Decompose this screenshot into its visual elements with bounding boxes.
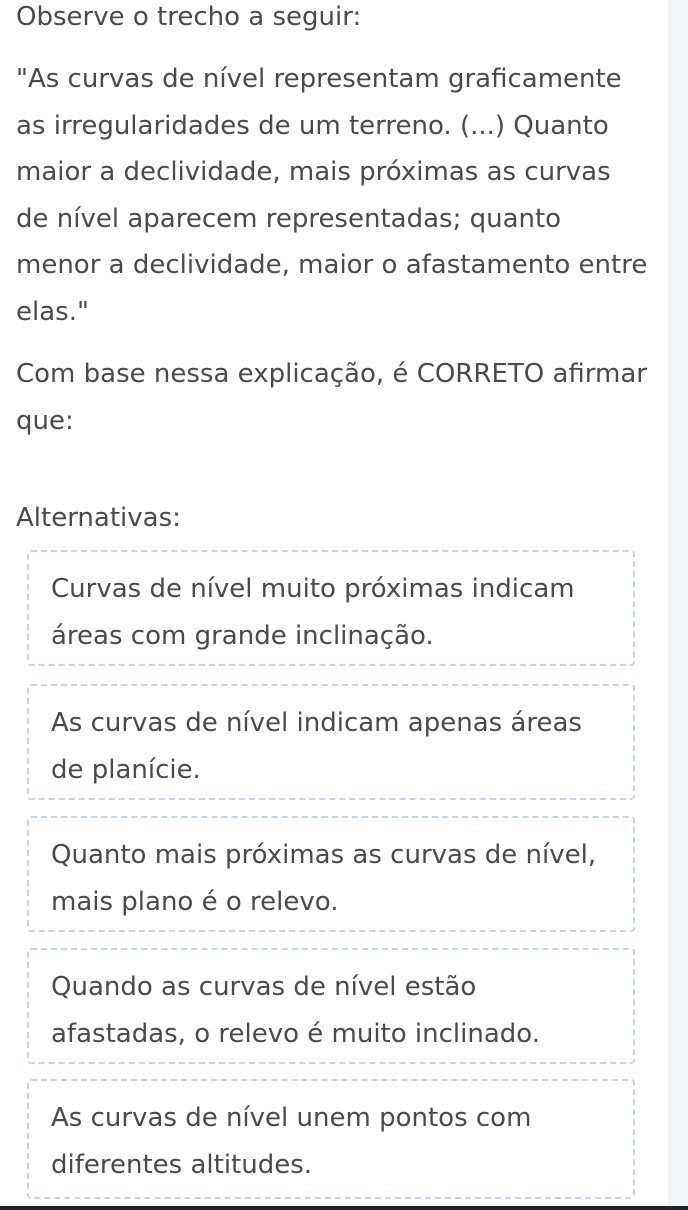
option-4[interactable] — [27, 948, 635, 1064]
option-3[interactable] — [27, 816, 635, 932]
option-1[interactable] — [27, 550, 635, 666]
option-5-text: As curvas de nível unem pontos com diferentes altitudes. — [51, 1103, 532, 1180]
option-1-text: Curvas de nível muito próximas indicam áreas com grande inclinação. — [51, 574, 575, 651]
option-2-text: As curvas de nível indicam apenas áreas de planície. — [51, 708, 582, 785]
question-intro: Observe o trecho a seguir: — [16, 2, 362, 32]
question-quote: "As curvas de nível representam graficamente as irregularidades de um terreno. (...) Quanto maior a declividade, mais próximas as curvas de nível aparecem representadas; quanto menor a declividade, maior o afastamento entre elas." — [16, 64, 648, 327]
alternatives-label: Alternativas: — [16, 503, 181, 533]
option-4-text: Quando as curvas de nível estão afastadas, o relevo é muito inclinado. — [51, 972, 540, 1049]
option-2[interactable] — [27, 684, 635, 800]
question-prompt: Com base nessa explicação, é CORRETO afirmar que: — [16, 359, 647, 436]
bottom-divider — [0, 1206, 688, 1210]
option-5[interactable] — [27, 1079, 635, 1199]
option-3-text: Quanto mais próximas as curvas de nível, mais plano é o relevo. — [51, 840, 597, 917]
question-body — [16, 0, 650, 444]
right-gutter — [668, 0, 688, 1206]
